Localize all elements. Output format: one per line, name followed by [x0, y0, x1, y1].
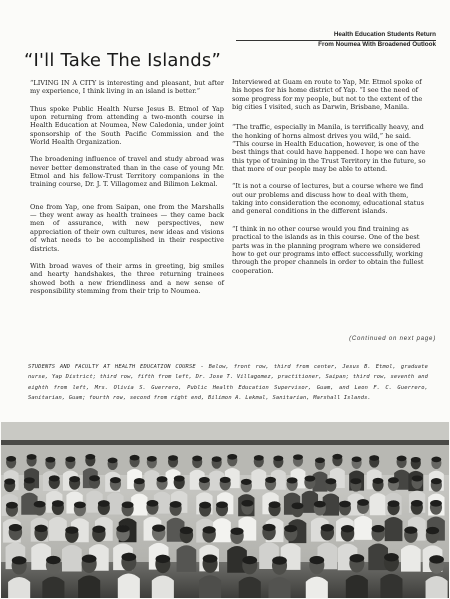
person-hair [180, 527, 193, 534]
person-hair [203, 526, 216, 533]
person-hair [369, 455, 379, 461]
person-hair [292, 502, 304, 509]
person-hair [357, 499, 369, 506]
person-hair [404, 526, 417, 533]
person-hair [304, 476, 315, 482]
person-hair [411, 457, 421, 463]
person-hair [85, 454, 95, 460]
person-hair [309, 556, 324, 564]
person-hair [388, 500, 400, 507]
person-body [213, 518, 231, 542]
kicker-line-2: From Noumea With Broadened Outlook [318, 40, 436, 48]
person-body [177, 545, 197, 572]
person-hair [372, 525, 385, 532]
person-hair [24, 477, 35, 483]
person-hair [157, 476, 168, 482]
person-hair [69, 476, 80, 482]
right-column [232, 78, 426, 284]
person-body [49, 517, 67, 541]
person-hair [220, 477, 231, 483]
person-body [268, 577, 290, 598]
paragraph-broadening-influence: The broadening influence of travel and study abroad was never better demonstrated than in the case of young Mr. Etmol and his fellow-Trust Territory companions in the training course, Dr. J. T. Villagomez and Bilimon Lekmal. [30, 155, 224, 189]
person-hair [110, 477, 121, 483]
person-hair [429, 555, 444, 563]
person-hair [315, 458, 325, 464]
person-hair [431, 457, 441, 463]
person-hair [168, 455, 178, 461]
person-hair [65, 456, 75, 462]
person-body [8, 577, 30, 598]
person-hair [332, 454, 342, 460]
article-headline: “I'll Take The Islands” [24, 50, 221, 71]
person-hair [82, 555, 97, 563]
person-hair [134, 478, 145, 484]
photo-caption: STUDENTS AND FACULTY AT HEALTH EDUCATION COURSE - Below, front row, third from center, Jesus B. Etmol, graduate nurse, Yap District; third row, fifth from left, Dr. Jose T. Villagomez, practitioner, Saipan; third row, seventh and eighth from left, Mrs. Olivia S. Guerrero, Public Health Education Supervisor, Guam, and Leon F. C. Guerrero, Sanitarian, Guam; fourth row, second from right end, Bilimon A. Lekmal, Sanitarian, Marshall Islands. [28, 364, 428, 401]
person-hair [52, 500, 64, 507]
person-body [370, 493, 386, 515]
person-hair [46, 556, 61, 564]
person-hair [269, 501, 281, 508]
paragraph-interview-guam: Interviewed at Guam en route to Yap, Mr. Etmol spoke of his hopes for his home district of Yap. “I see the need of some progress for my people, but not to the extent of the big cities I visited, such as Darwin, Brisbane, Manila. [232, 78, 423, 112]
person-body [118, 574, 140, 598]
person-hair [89, 475, 100, 481]
person-hair [431, 478, 442, 484]
paragraph-intro-quote: “LIVING IN A CITY is interesting and pleasant, but after my experience, I think living in an island is better.” [30, 79, 224, 96]
person-hair [98, 500, 110, 507]
person-hair [241, 479, 252, 485]
person-body [426, 576, 448, 598]
person-body [346, 575, 368, 598]
person-hair [192, 456, 202, 462]
person-hair [411, 500, 423, 507]
person-hair [262, 524, 275, 531]
person-hair [203, 555, 218, 563]
person-hair [384, 553, 399, 561]
person-hair [12, 556, 27, 564]
person-hair [212, 456, 222, 462]
person-body [306, 577, 328, 598]
person-body [152, 575, 174, 598]
person-hair [6, 456, 16, 462]
person-hair [34, 501, 46, 508]
person-hair [130, 455, 140, 461]
person-hair [273, 456, 283, 462]
person-hair [242, 556, 257, 564]
person-hair [65, 526, 78, 533]
paragraph-greetings: With broad waves of their arms in greeting, big smiles and hearty handshakes, the three returning trainees showed both a new friendliness and a new sense of responsibility stemming from their trip to Noumea. [30, 261, 224, 295]
person-hair [321, 524, 334, 531]
person-hair [284, 525, 297, 532]
person-hair [155, 555, 170, 563]
person-hair [147, 500, 159, 507]
person-hair [74, 502, 86, 509]
person-hair [265, 477, 276, 483]
kicker-line-1: Health Education Students Return [236, 31, 436, 41]
person-hair [325, 478, 336, 484]
person-hair [199, 502, 211, 509]
person-hair [174, 475, 185, 481]
person-hair [349, 554, 364, 562]
person-hair [4, 479, 15, 485]
person-hair [388, 477, 399, 483]
continued-note: (Continued on next page) [349, 336, 436, 342]
section-kicker [236, 31, 436, 49]
paragraph-traffic-quote: “The traffic, especially in Manila, is terrifically heavy, and the honking of horns almost drives you wild,” he said. “This course in Health Education, however, is one of the best things that could have happened. I hope we can have this type of training in the Trust Territory in the future, so that more of our people may be able to attend. [232, 123, 426, 174]
person-hair [121, 553, 136, 561]
group-photo-image [1, 422, 449, 598]
person-hair [241, 500, 253, 507]
person-hair [199, 477, 210, 483]
left-column [30, 79, 224, 304]
person-body [78, 575, 100, 598]
paragraph-practical-training: “I think in no other course would you find training as practical to the islands as in this course. One of the best parts was in the planning program where we considered how to get our programs into effect successfully, working through the proper channels in order to obtain the fullest cooperation. [232, 224, 424, 275]
person-body [42, 577, 64, 598]
person-hair [339, 501, 351, 508]
person-hair [412, 475, 423, 481]
person-body [380, 574, 402, 598]
paragraph-three-trainees: One from Yap, one from Saipan, one from the Marshalls — they went away as health trainees — they came back men of assurance, with new perspectives, new appreciation of their own cultures, new ideas and visions of what needs to be accomplished in their respective districts. [30, 202, 224, 253]
person-hair [350, 478, 361, 484]
person-body [401, 545, 421, 572]
person-hair [293, 454, 303, 460]
person-hair [27, 454, 37, 460]
group-photograph [1, 422, 449, 598]
person-body [62, 545, 82, 572]
person-hair [216, 501, 228, 508]
person-hair [45, 457, 55, 463]
person-hair [230, 528, 243, 535]
person-hair [92, 526, 105, 533]
person-hair [35, 525, 48, 532]
person-hair [352, 457, 362, 463]
person-hair [116, 525, 129, 532]
person-hair [49, 475, 60, 481]
paragraph-course-description: “It is not a course of lectures, but a course where we find out our problems and discuss how to deal with them, taking into consideration the economy, educational status and general conditions in the different islands. [232, 182, 424, 216]
person-body [239, 577, 261, 598]
person-hair [341, 525, 354, 532]
person-hair [426, 527, 439, 534]
person-hair [287, 477, 298, 483]
person-body [199, 575, 221, 598]
person-body [251, 469, 266, 489]
person-hair [430, 500, 442, 507]
person-hair [108, 458, 118, 464]
person-hair [6, 502, 18, 509]
paragraph-etmol-return: Thus spoke Public Health Nurse Jesus B. Etmol of Yap upon returning from attending a two-month course in Health Education at Noumea, New Caledonia, under joint sponsorship of the South Pacific Commission and the World Health Organization. [30, 104, 224, 147]
person-hair [227, 454, 237, 460]
person-hair [9, 524, 22, 531]
person-hair [272, 556, 287, 564]
person-hair [122, 502, 134, 509]
person-body [385, 517, 403, 541]
person-hair [170, 501, 182, 508]
person-hair [147, 456, 157, 462]
person-hair [254, 455, 264, 461]
person-hair [314, 501, 326, 508]
person-hair [373, 478, 384, 484]
person-body [131, 493, 147, 515]
person-body [354, 516, 372, 540]
person-hair [397, 456, 407, 462]
person-hair [152, 524, 165, 531]
